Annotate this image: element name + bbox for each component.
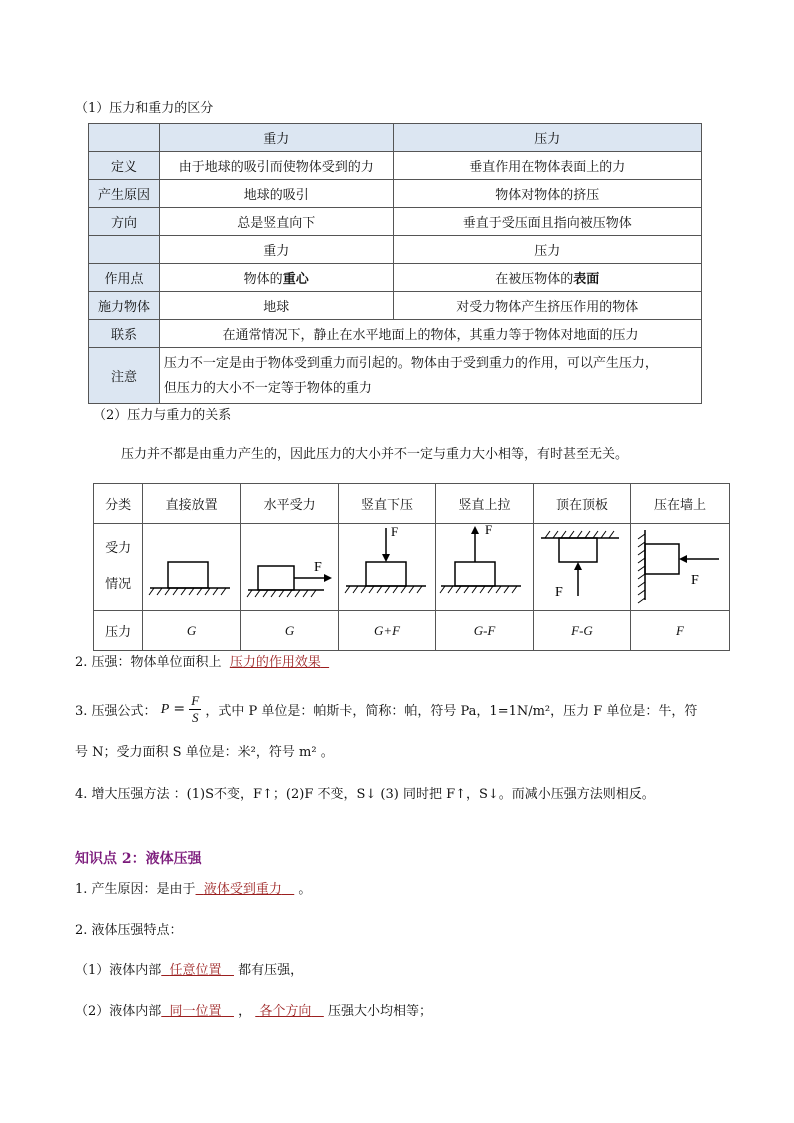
paragraph-text: 压强大小均相等； (327, 1004, 432, 1019)
force-label: F (313, 560, 322, 575)
force-cases-table (93, 483, 730, 651)
paragraph-text: 。 (298, 882, 312, 897)
table-cell: 在通常情况下，静止在水平地面上的物体，其重力等于物体对地面的压力 (159, 320, 701, 348)
row-label: 注意 (89, 348, 160, 404)
force-label: F (691, 573, 700, 588)
pressure-formula-line (75, 693, 697, 729)
horizontal-force-diagram (242, 524, 338, 606)
table-row (89, 152, 702, 180)
header-cell: 顶在顶板 (534, 484, 631, 524)
header-cell: 竖直上拉 (436, 484, 534, 524)
table-cell (159, 348, 701, 404)
table-cell: 垂直于受压面且指向被压物体 (393, 208, 702, 236)
cell-text: 在被压物体的 (495, 272, 574, 287)
table-row (89, 348, 702, 404)
table-cell: 由于地球的吸引而使物体受到的力 (159, 152, 393, 180)
table-row (89, 236, 702, 264)
diagram-cell (630, 524, 729, 611)
paragraph-text: 号 N；受力面积 S 单位是：米²，符号 m² 。 (75, 745, 334, 760)
table-cell: 总是竖直向下 (159, 208, 393, 236)
ceiling-diagram (535, 524, 630, 606)
answer-blank: 液体受到重力 (203, 882, 282, 897)
force-label: F (554, 585, 563, 600)
gravity-pressure-table (88, 123, 702, 404)
diagram-cell (143, 524, 241, 611)
section-title-1: （1）压力和重力的区分 (75, 101, 214, 116)
pressure-value: G+F (339, 611, 436, 651)
note-line: 但压力的大小不一定等于物体的重力 (163, 380, 372, 396)
paragraph-text: （2）液体内部 (75, 1004, 162, 1019)
answer-blank: 各个方向 (259, 1004, 312, 1019)
table-cell: 对受力物体产生挤压作用的物体 (393, 292, 702, 320)
pressure-value: F (630, 611, 729, 651)
table-header-row (89, 124, 702, 152)
section-text: 压力并不都是由重力产生的，因此压力的大小并不一定与重力大小相等，有时甚至无关。 (121, 447, 629, 462)
force-label: F (484, 524, 492, 537)
header-cell: 重力 (159, 124, 393, 152)
pressure-value: G-F (436, 611, 534, 651)
table-row (89, 320, 702, 348)
vertical-press-diagram (340, 524, 435, 606)
paragraph-text: 4. 增大压强方法 ：(1)S不变，F↑；(2)F 不变，S↓ (3) 同时把 F↑，S↓。而减小压强方法则相反。 (75, 787, 655, 802)
paragraph-text: ，式中 P 单位是：帕斯卡，简称：帕，符号 Pa，1=1N/m²，压力 F 单位是：牛，符 (205, 704, 698, 719)
answer-blank: 压力的作用效果 (229, 655, 321, 670)
diagram-cell (436, 524, 534, 611)
table-cell: 地球的吸引 (159, 180, 393, 208)
row-label-line: 受力 (105, 541, 132, 556)
row-label: 方向 (89, 208, 160, 236)
cell-text: 物体的 (243, 272, 283, 287)
table-cell (159, 264, 393, 292)
diagram-row (94, 524, 730, 611)
section-heading: 知识点 2：液体压强 (75, 851, 202, 867)
row-label: 施力物体 (89, 292, 160, 320)
pressure-value: F-G (534, 611, 631, 651)
pressure-value: G (241, 611, 339, 651)
cell-bold-text: 重心 (282, 272, 309, 287)
header-cell: 分类 (94, 484, 143, 524)
table-cell: 垂直作用在物体表面上的力 (393, 152, 702, 180)
answer-blank: 同一位置 (169, 1004, 222, 1019)
wall-diagram (631, 524, 728, 606)
paragraph-text: 1. 产生原因：是由于 (75, 882, 196, 897)
paragraph-text: ， (238, 1004, 252, 1019)
header-cell: 压在墙上 (630, 484, 729, 524)
row-label: 作用点 (89, 264, 160, 292)
header-cell (89, 124, 160, 152)
paragraph-text: 3. 压强公式： (75, 704, 157, 719)
answer-blank: 任意位置 (169, 963, 222, 978)
force-label: F (390, 524, 398, 539)
diagram-cell (241, 524, 339, 611)
table-row (89, 264, 702, 292)
row-label: 联系 (89, 320, 160, 348)
section-title-2: （2）压力与重力的关系 (93, 408, 232, 423)
table-row (89, 208, 702, 236)
row-label: 压力 (94, 611, 143, 651)
note-line: 压力不一定是由于物体受到重力而引起的。物体由于受到重力的作用，可以产生压力， (163, 355, 658, 371)
formula-denominator: S (191, 710, 199, 725)
pressure-value: G (143, 611, 241, 651)
header-cell: 水平受力 (241, 484, 339, 524)
table-cell: 物体对物体的挤压 (393, 180, 702, 208)
table-row (89, 292, 702, 320)
cause-line (75, 878, 311, 897)
formula-numerator: F (191, 693, 200, 708)
row-label: 产生原因 (89, 180, 160, 208)
table-cell: 地球 (159, 292, 393, 320)
header-cell: 压力 (393, 124, 702, 152)
feature-line-1 (75, 959, 303, 978)
row-label (89, 236, 160, 264)
paragraph-text: 2. 液体压强特点： (75, 923, 183, 938)
row-label-line: 情况 (105, 577, 132, 592)
paragraph-text: 都有压强， (238, 963, 304, 978)
table-cell: 重力 (159, 236, 393, 264)
vertical-pull-diagram (437, 524, 533, 606)
table-row (89, 180, 702, 208)
paragraph-text: （1）液体内部 (75, 963, 162, 978)
table-cell (393, 264, 702, 292)
paragraph-text: 2. 压强：物体单位面积上 (75, 655, 222, 670)
row-label: 定义 (89, 152, 160, 180)
pressure-definition (75, 651, 329, 670)
direct-placement-diagram (144, 524, 240, 606)
feature-line-2 (75, 1000, 432, 1019)
table-header-row (94, 484, 730, 524)
table-cell: 压力 (393, 236, 702, 264)
table-row (94, 611, 730, 651)
cell-bold-text: 表面 (573, 272, 600, 287)
row-label (94, 524, 143, 611)
diagram-cell (534, 524, 631, 611)
formula: P = $\frac{F}{S}$ (160, 693, 200, 725)
header-cell: 竖直下压 (339, 484, 436, 524)
diagram-cell (339, 524, 436, 611)
header-cell: 直接放置 (143, 484, 241, 524)
formula-lhs: P (160, 702, 170, 717)
